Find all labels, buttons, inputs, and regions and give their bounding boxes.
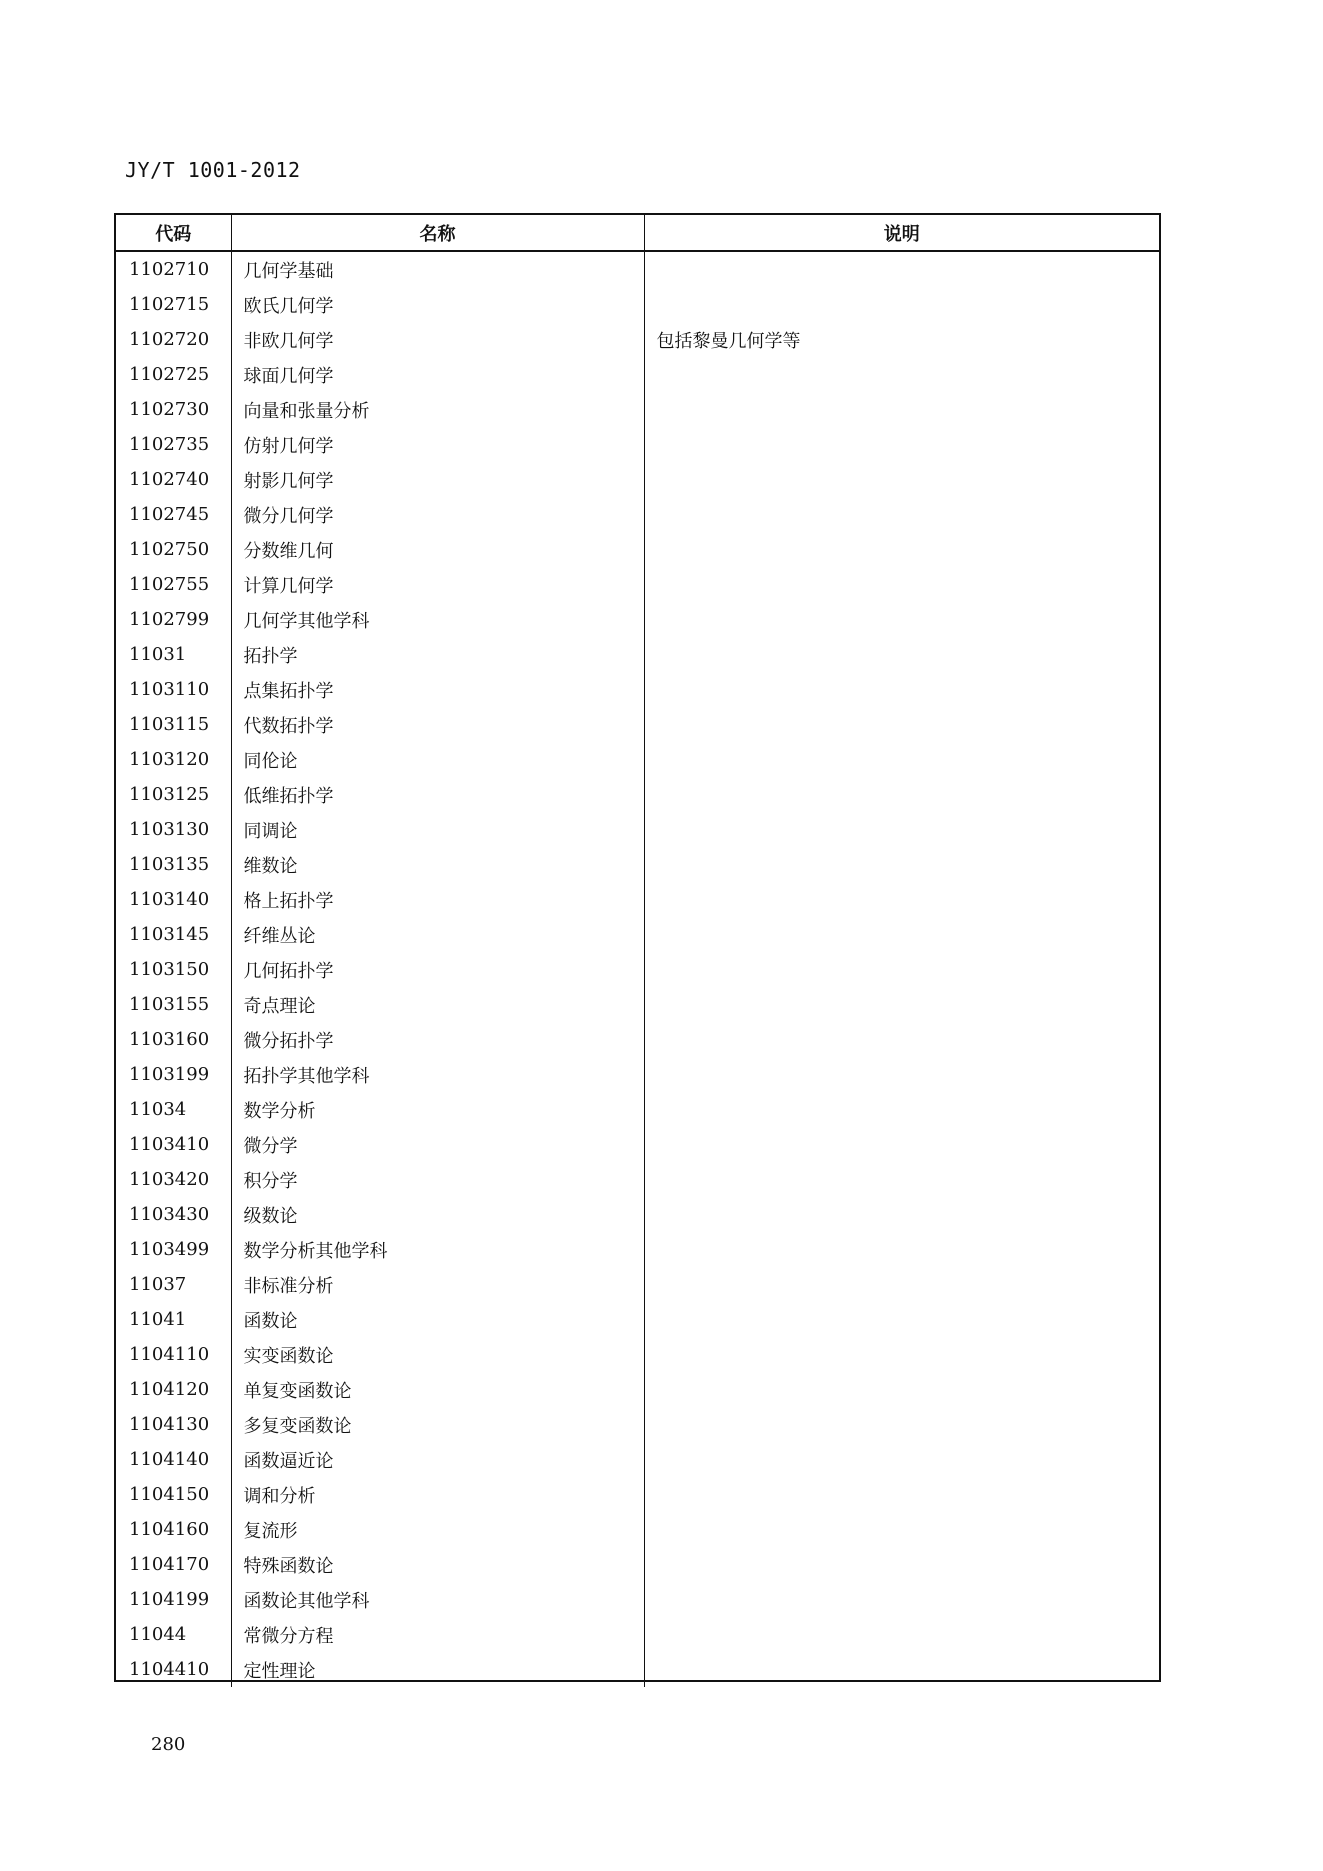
row-code: 1103430	[129, 1204, 210, 1225]
table-row	[116, 882, 1159, 917]
row-code: 1104199	[129, 1589, 210, 1610]
row-code: 1103499	[129, 1239, 210, 1260]
row-name: 欧氏几何学	[231, 287, 644, 322]
row-name: 代数拓扑学	[231, 707, 644, 742]
row-note	[644, 1197, 1159, 1232]
row-code: 1103120	[129, 749, 210, 770]
table-row	[116, 672, 1159, 707]
row-note	[644, 462, 1159, 497]
row-name: 多复变函数论	[231, 1407, 644, 1442]
table-row	[116, 287, 1159, 322]
row-note	[644, 497, 1159, 532]
row-code: 1102710	[129, 259, 210, 280]
table-row	[116, 1582, 1159, 1617]
table-row	[116, 1617, 1159, 1652]
row-name: 微分拓扑学	[231, 1022, 644, 1057]
row-note	[644, 392, 1159, 427]
table-row	[116, 987, 1159, 1022]
row-name: 数学分析	[231, 1092, 644, 1127]
row-code: 1102750	[129, 539, 210, 560]
table-row	[116, 392, 1159, 427]
column-header-note: 说明	[644, 215, 1159, 251]
row-name: 纤维丛论	[231, 917, 644, 952]
row-code: 1103150	[129, 959, 210, 980]
table-row	[116, 1162, 1159, 1197]
row-code: 1102720	[129, 329, 210, 350]
row-name: 单复变函数论	[231, 1372, 644, 1407]
row-code: 1103410	[129, 1134, 210, 1155]
table-row	[116, 1267, 1159, 1302]
row-note	[644, 251, 1159, 287]
row-code: 1103115	[129, 714, 210, 735]
row-code: 1104110	[129, 1344, 210, 1365]
row-note	[644, 777, 1159, 812]
table-row	[116, 1337, 1159, 1372]
table-row	[116, 462, 1159, 497]
row-name: 微分学	[231, 1127, 644, 1162]
row-code: 1104130	[129, 1414, 210, 1435]
table-header-row	[116, 215, 1159, 251]
row-note	[644, 1477, 1159, 1512]
row-code: 1104150	[129, 1484, 210, 1505]
row-name: 拓扑学其他学科	[231, 1057, 644, 1092]
row-name: 低维拓扑学	[231, 777, 644, 812]
row-code: 11044	[129, 1624, 187, 1645]
page-number: 280	[151, 1734, 186, 1755]
table-row	[116, 1057, 1159, 1092]
row-code: 1102755	[129, 574, 210, 595]
row-note	[644, 917, 1159, 952]
row-note	[644, 672, 1159, 707]
row-name: 数学分析其他学科	[231, 1232, 644, 1267]
row-note	[644, 1372, 1159, 1407]
table-row	[116, 497, 1159, 532]
table-row	[116, 357, 1159, 392]
row-note	[644, 1127, 1159, 1162]
row-code: 1103140	[129, 889, 210, 910]
table-row	[116, 812, 1159, 847]
row-name: 函数逼近论	[231, 1442, 644, 1477]
row-name: 非欧几何学	[231, 322, 644, 357]
row-code: 1102725	[129, 364, 210, 385]
table-row	[116, 251, 1159, 287]
row-note	[644, 1407, 1159, 1442]
row-note	[644, 952, 1159, 987]
row-name: 定性理论	[231, 1652, 644, 1687]
row-code: 1103135	[129, 854, 210, 875]
row-code: 1104170	[129, 1554, 210, 1575]
row-note	[644, 532, 1159, 567]
row-code: 1102715	[129, 294, 210, 315]
table-row	[116, 1127, 1159, 1162]
row-code: 11034	[129, 1099, 187, 1120]
row-note	[644, 1267, 1159, 1302]
row-code: 11037	[129, 1274, 187, 1295]
table-row	[116, 1442, 1159, 1477]
row-name: 点集拓扑学	[231, 672, 644, 707]
table-row	[116, 707, 1159, 742]
row-name: 维数论	[231, 847, 644, 882]
row-name: 同调论	[231, 812, 644, 847]
table-row	[116, 1197, 1159, 1232]
table-row	[116, 567, 1159, 602]
row-note	[644, 1512, 1159, 1547]
row-code: 1103145	[129, 924, 210, 945]
row-code: 11041	[129, 1309, 187, 1330]
row-note	[644, 1092, 1159, 1127]
row-note	[644, 1057, 1159, 1092]
row-note	[644, 812, 1159, 847]
table-row	[116, 1512, 1159, 1547]
column-header-name: 名称	[231, 215, 644, 251]
row-name: 几何学基础	[231, 251, 644, 287]
row-code: 1103155	[129, 994, 210, 1015]
row-note	[644, 602, 1159, 637]
row-note	[644, 1442, 1159, 1477]
table-row	[116, 777, 1159, 812]
table-row	[116, 1302, 1159, 1337]
row-name: 微分几何学	[231, 497, 644, 532]
row-note	[644, 637, 1159, 672]
row-name: 球面几何学	[231, 357, 644, 392]
row-name: 格上拓扑学	[231, 882, 644, 917]
row-code: 1102735	[129, 434, 210, 455]
row-name: 几何学其他学科	[231, 602, 644, 637]
row-name: 仿射几何学	[231, 427, 644, 462]
row-note	[644, 742, 1159, 777]
row-note	[644, 1547, 1159, 1582]
row-note	[644, 707, 1159, 742]
row-code: 1102799	[129, 609, 210, 630]
row-code: 1104160	[129, 1519, 210, 1540]
row-note	[644, 1582, 1159, 1617]
row-name: 计算几何学	[231, 567, 644, 602]
table-row	[116, 1372, 1159, 1407]
table-row	[116, 637, 1159, 672]
table-row	[116, 742, 1159, 777]
row-name: 常微分方程	[231, 1617, 644, 1652]
row-name: 实变函数论	[231, 1337, 644, 1372]
row-note: 包括黎曼几何学等	[644, 322, 1159, 357]
row-code: 1104410	[129, 1659, 210, 1680]
row-code: 1102745	[129, 504, 210, 525]
row-note	[644, 427, 1159, 462]
row-code: 1102740	[129, 469, 210, 490]
row-note	[644, 1022, 1159, 1057]
classification-table	[114, 213, 1161, 1682]
table-row	[116, 1407, 1159, 1442]
row-code: 1104140	[129, 1449, 210, 1470]
row-name: 调和分析	[231, 1477, 644, 1512]
row-name: 特殊函数论	[231, 1547, 644, 1582]
table-row	[116, 917, 1159, 952]
row-code: 1103130	[129, 819, 210, 840]
table-row	[116, 1652, 1159, 1687]
row-note	[644, 1162, 1159, 1197]
row-name: 级数论	[231, 1197, 644, 1232]
row-note	[644, 357, 1159, 392]
row-code: 1104120	[129, 1379, 210, 1400]
row-code: 11031	[129, 644, 187, 665]
row-code: 1103110	[129, 679, 210, 700]
row-code: 1103125	[129, 784, 210, 805]
table-row	[116, 602, 1159, 637]
row-name: 积分学	[231, 1162, 644, 1197]
table-row	[116, 1022, 1159, 1057]
row-note	[644, 1302, 1159, 1337]
row-code: 1102730	[129, 399, 210, 420]
table-row	[116, 532, 1159, 567]
row-note	[644, 882, 1159, 917]
row-note	[644, 987, 1159, 1022]
row-name: 函数论其他学科	[231, 1582, 644, 1617]
table-row	[116, 1232, 1159, 1267]
table-row	[116, 847, 1159, 882]
table-row	[116, 1547, 1159, 1582]
row-note	[644, 1337, 1159, 1372]
row-code: 1103199	[129, 1064, 210, 1085]
row-note	[644, 1232, 1159, 1267]
row-name: 复流形	[231, 1512, 644, 1547]
row-note	[644, 1652, 1159, 1687]
row-name: 奇点理论	[231, 987, 644, 1022]
row-name: 分数维几何	[231, 532, 644, 567]
row-note	[644, 567, 1159, 602]
table-row	[116, 427, 1159, 462]
table-row	[116, 322, 1159, 357]
row-code: 1103160	[129, 1029, 210, 1050]
row-name: 几何拓扑学	[231, 952, 644, 987]
standard-id: JY/T 1001-2012	[125, 158, 301, 182]
row-name: 射影几何学	[231, 462, 644, 497]
row-name: 非标准分析	[231, 1267, 644, 1302]
table-row	[116, 952, 1159, 987]
table-body	[116, 251, 1159, 1687]
row-note	[644, 847, 1159, 882]
row-note	[644, 287, 1159, 322]
row-code: 1103420	[129, 1169, 210, 1190]
row-name: 同伦论	[231, 742, 644, 777]
row-name: 拓扑学	[231, 637, 644, 672]
table-row	[116, 1092, 1159, 1127]
row-name: 函数论	[231, 1302, 644, 1337]
column-header-code: 代码	[116, 215, 231, 251]
row-note	[644, 1617, 1159, 1652]
row-name: 向量和张量分析	[231, 392, 644, 427]
table-row	[116, 1477, 1159, 1512]
